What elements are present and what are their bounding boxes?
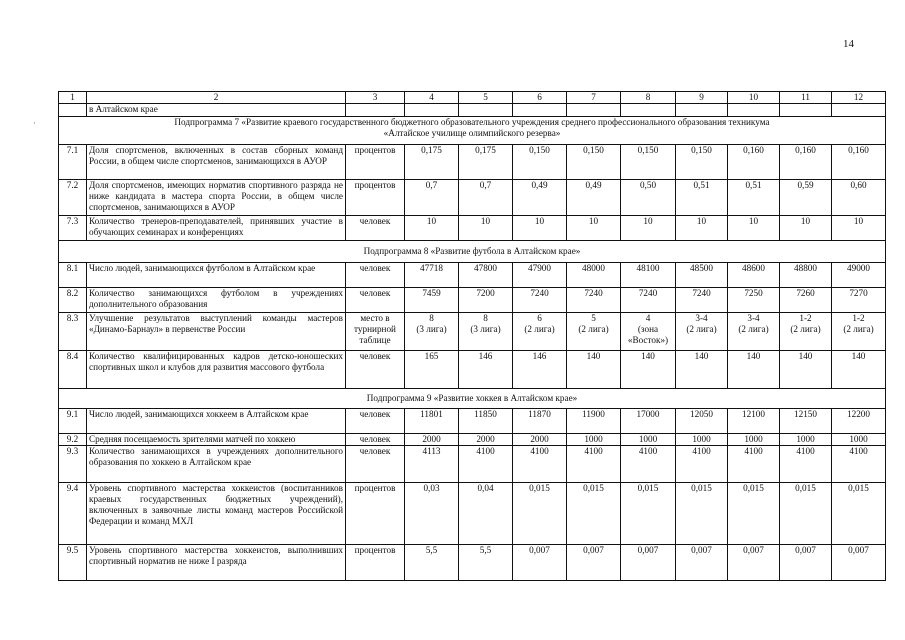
unit-cell: процентов: [346, 545, 405, 581]
value-cell: 48600: [728, 263, 780, 288]
value-cell: 2000: [405, 434, 459, 446]
value-cell: 0,015: [832, 483, 886, 545]
value-cell: 2000: [513, 434, 567, 446]
table-row: [59, 446, 886, 483]
value-cell: 0,51: [676, 180, 728, 216]
indicator-cell: Уровень спортивного мастерства хоккеистов (воспитанников краевых государственных бюджетных учреждений), включенных в заявочные листы команд мастеров Российской Федерации и команд МХЛ: [87, 483, 346, 545]
value-cell: 4100: [728, 446, 780, 483]
value-cell: [676, 104, 728, 117]
value-line: (2 лига): [790, 324, 821, 334]
table-row: [59, 104, 886, 117]
value-cell: [513, 104, 567, 117]
value-cell: 48500: [676, 263, 728, 288]
table-row: [59, 409, 886, 434]
value-cell: 1000: [567, 434, 621, 446]
value-cell: 7270: [832, 288, 886, 313]
value-cell: [567, 104, 621, 117]
value-line: (3 лига): [470, 324, 501, 334]
indicators-table: [58, 91, 886, 581]
number-cell: 9.2: [59, 434, 87, 446]
subprogram-title-line: Подпрограмма 7 «Развитие краевого государственного бюджетного образовательного учреждения среднего профессионального образования техникума: [174, 117, 770, 127]
value-cell: 11870: [513, 409, 567, 434]
indicator-cell: Количество занимающихся в учреждениях дополнительного образования по хоккею в Алтайском крае: [87, 446, 346, 483]
unit-cell: человек: [346, 351, 405, 389]
value-line: (2 лига): [524, 324, 555, 334]
value-cell: 0,007: [780, 545, 832, 581]
value-cell: 11850: [459, 409, 513, 434]
unit-cell: процентов: [346, 145, 405, 180]
value-cell: 7260: [780, 288, 832, 313]
value-cell: 0,03: [405, 483, 459, 545]
value-cell: 17000: [621, 409, 676, 434]
value-cell: 47718: [405, 263, 459, 288]
value-cell: 4100: [621, 446, 676, 483]
value-cell: 0,007: [567, 545, 621, 581]
number-cell: 8.1: [59, 263, 87, 288]
value-cell: 1000: [728, 434, 780, 446]
value-cell: 0,60: [832, 180, 886, 216]
value-cell: 0,175: [405, 145, 459, 180]
indicator-cell: Число людей, занимающихся футболом в Алтайском крае: [87, 263, 346, 288]
value-cell: 140: [567, 351, 621, 389]
subprogram-heading: Подпрограмма 9 «Развитие хоккея в Алтайском крае»: [59, 389, 886, 409]
value-cell: [728, 313, 780, 351]
value-cell: 7240: [513, 288, 567, 313]
unit-line: место в: [360, 313, 390, 323]
value-cell: 47800: [459, 263, 513, 288]
value-cell: 12200: [832, 409, 886, 434]
value-cell: 0,015: [621, 483, 676, 545]
value-cell: 0,150: [513, 145, 567, 180]
value-cell: 0,50: [621, 180, 676, 216]
indicator-cell: Улучшение результатов выступлений команды мастеров «Динамо-Барнаул» в первенстве России: [87, 313, 346, 351]
value-cell: 140: [780, 351, 832, 389]
number-cell: 9.3: [59, 446, 87, 483]
value-line: 8: [429, 313, 434, 323]
value-cell: 12150: [780, 409, 832, 434]
header-cell: 6: [513, 92, 567, 104]
value-cell: 10: [459, 216, 513, 241]
value-cell: 140: [728, 351, 780, 389]
number-cell: 8.2: [59, 288, 87, 313]
table-row: [59, 145, 886, 180]
value-cell: 0,51: [728, 180, 780, 216]
unit-line: таблице: [359, 335, 391, 345]
value-cell: 4100: [567, 446, 621, 483]
value-cell: 4100: [459, 446, 513, 483]
value-line: «Восток»): [627, 335, 669, 345]
value-cell: 1000: [780, 434, 832, 446]
header-cell: 9: [676, 92, 728, 104]
value-cell: 0,015: [567, 483, 621, 545]
table-row: [59, 434, 886, 446]
value-cell: 47900: [513, 263, 567, 288]
value-cell: 140: [676, 351, 728, 389]
value-line: (2 лига): [686, 324, 717, 334]
unit-cell: человек: [346, 216, 405, 241]
value-cell: 0,160: [728, 145, 780, 180]
value-cell: 0,007: [728, 545, 780, 581]
value-cell: 10: [621, 216, 676, 241]
value-line: (2 лига): [843, 324, 874, 334]
value-cell: [405, 104, 459, 117]
value-cell: 5,5: [405, 545, 459, 581]
value-cell: 48800: [780, 263, 832, 288]
unit-cell: человек: [346, 288, 405, 313]
value-cell: 0,150: [621, 145, 676, 180]
value-cell: 11900: [567, 409, 621, 434]
value-cell: 10: [405, 216, 459, 241]
value-cell: 7240: [676, 288, 728, 313]
value-cell: 0,015: [513, 483, 567, 545]
value-cell: 146: [459, 351, 513, 389]
value-line: 1-2: [852, 313, 865, 323]
table-row: [59, 216, 886, 241]
subprogram-heading: Подпрограмма 8 «Развитие футбола в Алтайском крае»: [59, 241, 886, 263]
subprogram-7-row: [59, 117, 886, 145]
value-cell: 1000: [621, 434, 676, 446]
value-cell: 10: [513, 216, 567, 241]
value-cell: 12100: [728, 409, 780, 434]
number-cell: 7.2: [59, 180, 87, 216]
table-row: [59, 483, 886, 545]
unit-cell: человек: [346, 409, 405, 434]
value-line: 3-4: [747, 313, 760, 323]
value-line: 6: [537, 313, 542, 323]
value-cell: 0,160: [832, 145, 886, 180]
unit-cell: человек: [346, 263, 405, 288]
value-line: (2 лига): [738, 324, 769, 334]
table-row: [59, 545, 886, 581]
header-cell: 5: [459, 92, 513, 104]
value-cell: 7240: [567, 288, 621, 313]
value-line: 1-2: [799, 313, 812, 323]
value-cell: 4113: [405, 446, 459, 483]
value-cell: 11801: [405, 409, 459, 434]
value-cell: [832, 104, 886, 117]
value-cell: [405, 313, 459, 351]
indicator-cell: Доля спортсменов, включенных в состав сборных команд России, в общем числе спортсменов, занимающихся в АУОР: [87, 145, 346, 180]
unit-cell: [346, 104, 405, 117]
number-cell: 9.5: [59, 545, 87, 581]
value-cell: 7240: [621, 288, 676, 313]
value-cell: 0,175: [459, 145, 513, 180]
value-cell: 0,150: [676, 145, 728, 180]
unit-cell: [346, 313, 405, 351]
value-cell: [728, 104, 780, 117]
value-line: (3 лига): [416, 324, 447, 334]
value-cell: 4100: [676, 446, 728, 483]
number-cell: 8.4: [59, 351, 87, 389]
value-cell: 7459: [405, 288, 459, 313]
number-cell: 8.3: [59, 313, 87, 351]
value-line: 4: [645, 313, 651, 323]
value-cell: 48100: [621, 263, 676, 288]
value-cell: 7200: [459, 288, 513, 313]
value-line: 3-4: [695, 313, 708, 323]
value-cell: 4100: [832, 446, 886, 483]
indicator-cell: Уровень спортивного мастерства хоккеистов, выполнивших спортивный норматив не ниже I разряда: [87, 545, 346, 581]
value-cell: 0,015: [676, 483, 728, 545]
value-cell: 0,015: [728, 483, 780, 545]
value-cell: 10: [676, 216, 728, 241]
table-row: [59, 351, 886, 389]
value-cell: [459, 104, 513, 117]
subprogram-heading: [59, 117, 886, 145]
subprogram-8-row: [59, 241, 886, 263]
unit-line: турнирной: [354, 324, 396, 334]
value-cell: 10: [728, 216, 780, 241]
value-cell: 146: [513, 351, 567, 389]
value-cell: 0,7: [459, 180, 513, 216]
table-row: [59, 180, 886, 216]
value-cell: 0,007: [676, 545, 728, 581]
value-cell: [780, 104, 832, 117]
value-cell: [832, 313, 886, 351]
number-cell: 7.1: [59, 145, 87, 180]
indicator-cell: Количество занимающихся футболом в учреждениях дополнительного образования: [87, 288, 346, 313]
value-cell: [621, 104, 676, 117]
value-cell: 10: [832, 216, 886, 241]
value-cell: [567, 313, 621, 351]
value-cell: 10: [567, 216, 621, 241]
value-cell: 140: [621, 351, 676, 389]
subprogram-9-row: [59, 389, 886, 409]
unit-cell: процентов: [346, 180, 405, 216]
value-cell: 140: [832, 351, 886, 389]
table-row: [59, 263, 886, 288]
number-cell: 7.3: [59, 216, 87, 241]
indicator-cell: Количество тренеров-преподавателей, принявших участие в обучающих семинарах и конференциях: [87, 216, 346, 241]
value-cell: [780, 313, 832, 351]
indicator-cell: Количество квалифицированных кадров детско-юношеских спортивных школ и клубов для развития массового футбола: [87, 351, 346, 389]
table-row: [59, 313, 886, 351]
unit-cell: процентов: [346, 483, 405, 545]
value-cell: 0,007: [513, 545, 567, 581]
value-cell: 0,04: [459, 483, 513, 545]
value-line: 8: [483, 313, 488, 323]
header-cell: 7: [567, 92, 621, 104]
number-cell: 9.1: [59, 409, 87, 434]
value-cell: 48000: [567, 263, 621, 288]
value-line: (зона: [637, 324, 659, 334]
page-number: 14: [843, 38, 854, 50]
value-cell: 0,160: [780, 145, 832, 180]
value-cell: 7250: [728, 288, 780, 313]
header-cell: 8: [621, 92, 676, 104]
value-cell: [513, 313, 567, 351]
header-cell: 2: [87, 92, 346, 104]
header-cell: 10: [728, 92, 780, 104]
indicator-cell: Средняя посещаемость зрителями матчей по хоккею: [87, 434, 346, 446]
value-cell: [459, 313, 513, 351]
value-cell: 0,015: [780, 483, 832, 545]
value-line: 5: [591, 313, 596, 323]
number-cell: 9.4: [59, 483, 87, 545]
value-cell: 1000: [832, 434, 886, 446]
value-cell: 4100: [513, 446, 567, 483]
value-line: (2 лига): [578, 324, 609, 334]
value-cell: 165: [405, 351, 459, 389]
value-cell: 0,49: [567, 180, 621, 216]
header-row: [59, 92, 886, 104]
value-cell: [621, 313, 676, 351]
table-row: [59, 288, 886, 313]
value-cell: 1000: [676, 434, 728, 446]
subprogram-title-line: «Алтайское училище олимпийского резерва»: [383, 128, 561, 138]
header-cell: 11: [780, 92, 832, 104]
value-cell: 4100: [780, 446, 832, 483]
unit-cell: человек: [346, 434, 405, 446]
unit-cell: человек: [346, 446, 405, 483]
header-cell: 1: [59, 92, 87, 104]
value-cell: [676, 313, 728, 351]
value-cell: 12050: [676, 409, 728, 434]
value-cell: 0,150: [567, 145, 621, 180]
value-cell: 0,59: [780, 180, 832, 216]
margin-mark: ·: [33, 118, 36, 128]
header-cell: 12: [832, 92, 886, 104]
value-cell: 0,7: [405, 180, 459, 216]
value-cell: 10: [780, 216, 832, 241]
number-cell: [59, 104, 87, 117]
value-cell: 0,007: [832, 545, 886, 581]
value-cell: 5,5: [459, 545, 513, 581]
header-cell: 3: [346, 92, 405, 104]
value-cell: 0,007: [621, 545, 676, 581]
indicator-cell: в Алтайском крае: [87, 104, 346, 117]
value-cell: 0,49: [513, 180, 567, 216]
indicator-cell: Доля спортсменов, имеющих норматив спортивного разряда не ниже кандидата в мастера спорта России, в общем числе спортсменов, занимающихся в АУОР: [87, 180, 346, 216]
value-cell: 2000: [459, 434, 513, 446]
value-cell: 49000: [832, 263, 886, 288]
header-cell: 4: [405, 92, 459, 104]
indicator-cell: Число людей, занимающихся хоккеем в Алтайском крае: [87, 409, 346, 434]
